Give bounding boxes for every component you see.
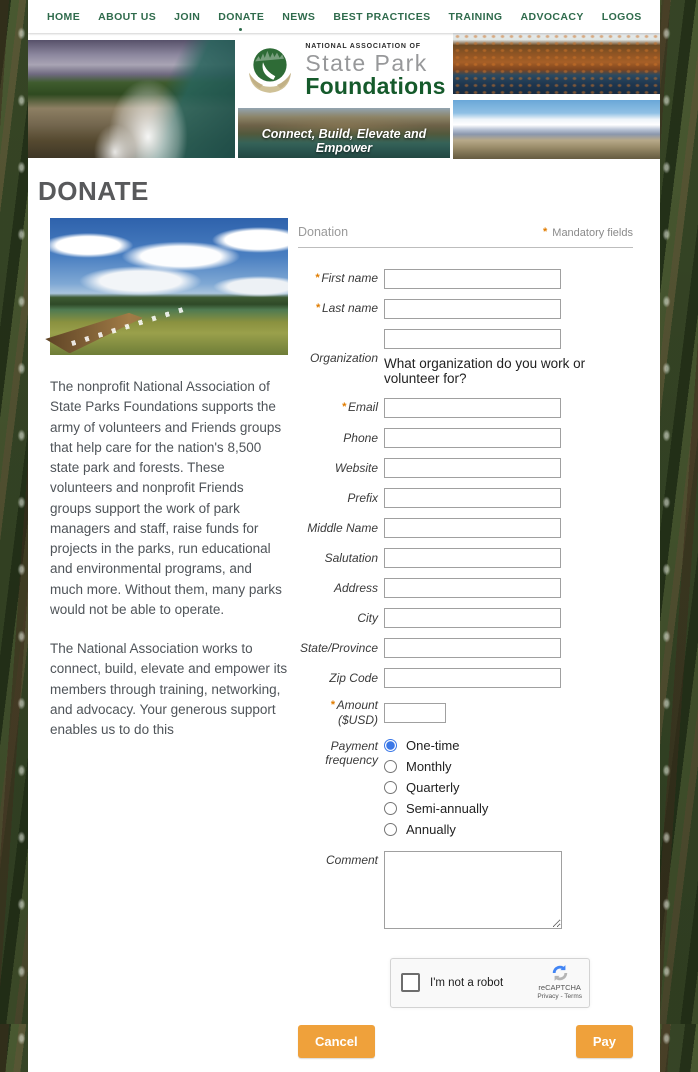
radio-option-label: Semi-annually bbox=[406, 800, 489, 816]
radio-option-annually[interactable] bbox=[384, 822, 633, 837]
field-label-text: Phone bbox=[343, 430, 378, 445]
organization-help-text: What organization do you work or volunteer for? bbox=[384, 356, 586, 386]
mandatory-fields-text: Mandatory fields bbox=[552, 227, 633, 239]
main-content bbox=[28, 160, 660, 1072]
address-input[interactable] bbox=[384, 578, 561, 598]
nav-item-news[interactable] bbox=[273, 2, 324, 32]
salutation-input[interactable] bbox=[384, 548, 561, 568]
nav-item-label: HOME bbox=[47, 10, 81, 23]
radio-option-label: One-time bbox=[406, 737, 460, 753]
logo-mark-icon bbox=[242, 43, 298, 99]
form-row-amount-usd bbox=[298, 698, 633, 728]
website-label bbox=[298, 461, 384, 475]
radio-unchecked-icon[interactable] bbox=[384, 823, 397, 836]
nav-item-donate[interactable] bbox=[209, 2, 273, 32]
recaptcha-brand: reCAPTCHA bbox=[538, 983, 581, 993]
cancel-button[interactable]: Cancel bbox=[298, 1025, 375, 1058]
org-logo[interactable] bbox=[238, 33, 450, 108]
radio-option-semi-annually[interactable] bbox=[384, 801, 633, 816]
field-label-text: Last name bbox=[321, 301, 378, 316]
nav-item-logos[interactable] bbox=[593, 2, 651, 32]
logo-text bbox=[305, 43, 445, 98]
nav-item-label: NEWS bbox=[282, 10, 316, 23]
field-label-text: City bbox=[357, 610, 378, 625]
nav-item-training[interactable] bbox=[440, 2, 512, 32]
recaptcha-icon bbox=[550, 963, 570, 983]
main-nav bbox=[28, 0, 660, 33]
required-asterisk: * bbox=[330, 699, 335, 711]
nav-item-advocacy[interactable] bbox=[512, 2, 593, 32]
form-rows bbox=[298, 269, 633, 728]
form-row-city bbox=[298, 608, 633, 628]
field-label-text: Middle Name bbox=[307, 520, 378, 535]
nav-item-label: JOIN bbox=[174, 10, 201, 23]
form-row-prefix bbox=[298, 488, 633, 508]
radio-option-label: Quarterly bbox=[406, 779, 460, 795]
radio-unchecked-icon[interactable] bbox=[384, 802, 397, 815]
radio-option-quarterly[interactable] bbox=[384, 780, 633, 795]
form-row-middle-name bbox=[298, 518, 633, 538]
form-header bbox=[298, 225, 633, 248]
page-title: DONATE bbox=[38, 176, 149, 206]
nav-item-label: BEST PRACTICES bbox=[333, 10, 431, 23]
form-row-payment-frequency bbox=[298, 738, 633, 837]
field-label-text: State/Province bbox=[299, 640, 378, 655]
organization-input[interactable] bbox=[384, 329, 561, 349]
middle-name-label bbox=[298, 521, 384, 535]
field-label-text: Amount ($USD) bbox=[336, 698, 378, 728]
boardwalk-deck bbox=[50, 276, 288, 355]
autumn-lake-photo bbox=[453, 33, 660, 94]
field-label-text: Address bbox=[333, 580, 378, 595]
snowy-mountains-photo bbox=[453, 100, 660, 159]
phone-label bbox=[298, 431, 384, 445]
logo-name-light: State Park bbox=[305, 50, 428, 76]
form-row-organization bbox=[298, 329, 633, 388]
radio-option-label: Annually bbox=[406, 821, 456, 837]
form-row-zip-code bbox=[298, 668, 633, 688]
form-buttons bbox=[298, 1025, 633, 1064]
form-row-last-name bbox=[298, 299, 633, 319]
form-section-label: Donation bbox=[298, 225, 349, 239]
radio-unchecked-icon[interactable] bbox=[384, 760, 397, 773]
recaptcha-brand-block bbox=[537, 963, 582, 1001]
donation-form bbox=[298, 225, 633, 1064]
prefix-input[interactable] bbox=[384, 488, 561, 508]
logo-org-line: NATIONAL ASSOCIATION OF bbox=[305, 43, 421, 50]
masthead-right bbox=[453, 33, 660, 160]
nav-item-about-us[interactable] bbox=[89, 2, 165, 32]
state-province-input[interactable] bbox=[384, 638, 561, 658]
nav-item-best-practices[interactable] bbox=[324, 2, 439, 32]
intro-paragraph-2: The National Association works to connect, build, elevate and empower its members through training, networking, and advocacy. Your generous support enables us to do this bbox=[50, 641, 288, 737]
form-row-salutation bbox=[298, 548, 633, 568]
field-label-text: Website bbox=[334, 460, 378, 475]
field-label-text: Organization bbox=[309, 351, 378, 366]
nav-item-label: LOGOS bbox=[601, 10, 642, 23]
form-row-first-name bbox=[298, 269, 633, 289]
waterfall-photo bbox=[28, 40, 235, 158]
address-label bbox=[298, 581, 384, 595]
mandatory-fields-note bbox=[543, 227, 633, 239]
nav-item-label: DONATE bbox=[218, 10, 265, 23]
comment-textarea[interactable] bbox=[384, 851, 562, 929]
middle-name-input[interactable] bbox=[384, 518, 561, 538]
nav-item-label: TRAINING bbox=[448, 10, 503, 23]
payment-frequency-options bbox=[384, 738, 633, 837]
masthead-center bbox=[238, 33, 450, 160]
site-tagline: Connect, Build, Elevate and Empower bbox=[261, 127, 427, 155]
zip-code-input[interactable] bbox=[384, 668, 561, 688]
boardwalk-marsh-photo bbox=[50, 218, 288, 355]
logo-name-bold: Foundations bbox=[305, 73, 446, 99]
amount-usd-input[interactable] bbox=[384, 703, 446, 723]
last-name-label bbox=[298, 301, 384, 316]
form-row-phone bbox=[298, 428, 633, 448]
phone-input[interactable] bbox=[384, 428, 561, 448]
field-label-text: Salutation bbox=[324, 550, 378, 565]
radio-option-label: Monthly bbox=[406, 758, 452, 774]
nav-item-label: ABOUT US bbox=[98, 10, 157, 23]
field-label-text: Zip Code bbox=[329, 670, 378, 685]
required-asterisk: * bbox=[315, 272, 320, 285]
payment-frequency-label: Payment frequency bbox=[325, 738, 378, 767]
river-trees-photo bbox=[238, 108, 450, 158]
nav-item-join[interactable] bbox=[165, 2, 209, 32]
field-label-text: First name bbox=[321, 271, 378, 286]
radio-unchecked-icon[interactable] bbox=[384, 781, 397, 794]
nav-item-home[interactable] bbox=[38, 2, 89, 32]
recaptcha-label: I'm not a robot bbox=[430, 976, 504, 989]
form-row-email bbox=[298, 398, 633, 418]
masthead bbox=[28, 33, 660, 160]
email-input[interactable] bbox=[384, 398, 561, 418]
radio-option-one-time[interactable] bbox=[384, 738, 633, 753]
prefix-label bbox=[298, 491, 384, 505]
city-label bbox=[298, 611, 384, 625]
website-input[interactable] bbox=[384, 458, 561, 478]
form-row-comment bbox=[298, 851, 633, 934]
nav-item-label: ADVOCACY bbox=[520, 10, 584, 23]
active-page-dot bbox=[239, 28, 242, 31]
comment-label: Comment bbox=[325, 852, 378, 867]
last-name-input[interactable] bbox=[384, 299, 561, 319]
organization-label bbox=[298, 351, 384, 365]
intro-column bbox=[50, 218, 288, 740]
pay-button[interactable]: Pay bbox=[576, 1025, 633, 1058]
zip-code-label bbox=[298, 671, 384, 685]
state-province-label bbox=[298, 641, 384, 655]
amount-usd-label bbox=[298, 698, 384, 728]
recaptcha-privacy-terms[interactable]: Privacy - Terms bbox=[537, 993, 582, 1001]
form-row-website bbox=[298, 458, 633, 478]
recaptcha-widget bbox=[390, 958, 590, 1008]
required-asterisk: * bbox=[315, 302, 320, 315]
first-name-input[interactable] bbox=[384, 269, 561, 289]
email-label bbox=[298, 400, 384, 415]
field-label-text: Email bbox=[347, 400, 378, 415]
intro-paragraph-1: The nonprofit National Association of State Parks Foundations supports the army of volunteers and Friends groups that help care for the nation's 8,500 state park and forests. These volunteers and nonprofit Friends groups support the work of park managers and staff, raise funds for projects in the parks, run educational and environmental programs, and much more. Without them, many parks would not be able to operate. bbox=[50, 379, 282, 617]
form-row-state-province bbox=[298, 638, 633, 658]
first-name-label bbox=[298, 271, 384, 286]
site-container bbox=[28, 0, 660, 1072]
city-input[interactable] bbox=[384, 608, 561, 628]
required-asterisk: * bbox=[542, 226, 548, 238]
salutation-label bbox=[298, 551, 384, 565]
form-row-address bbox=[298, 578, 633, 598]
radio-option-monthly[interactable] bbox=[384, 759, 633, 774]
radio-checked-icon[interactable] bbox=[384, 739, 397, 752]
field-label-text: Prefix bbox=[347, 490, 378, 505]
required-asterisk: * bbox=[341, 401, 346, 414]
recaptcha-checkbox[interactable] bbox=[401, 973, 420, 992]
